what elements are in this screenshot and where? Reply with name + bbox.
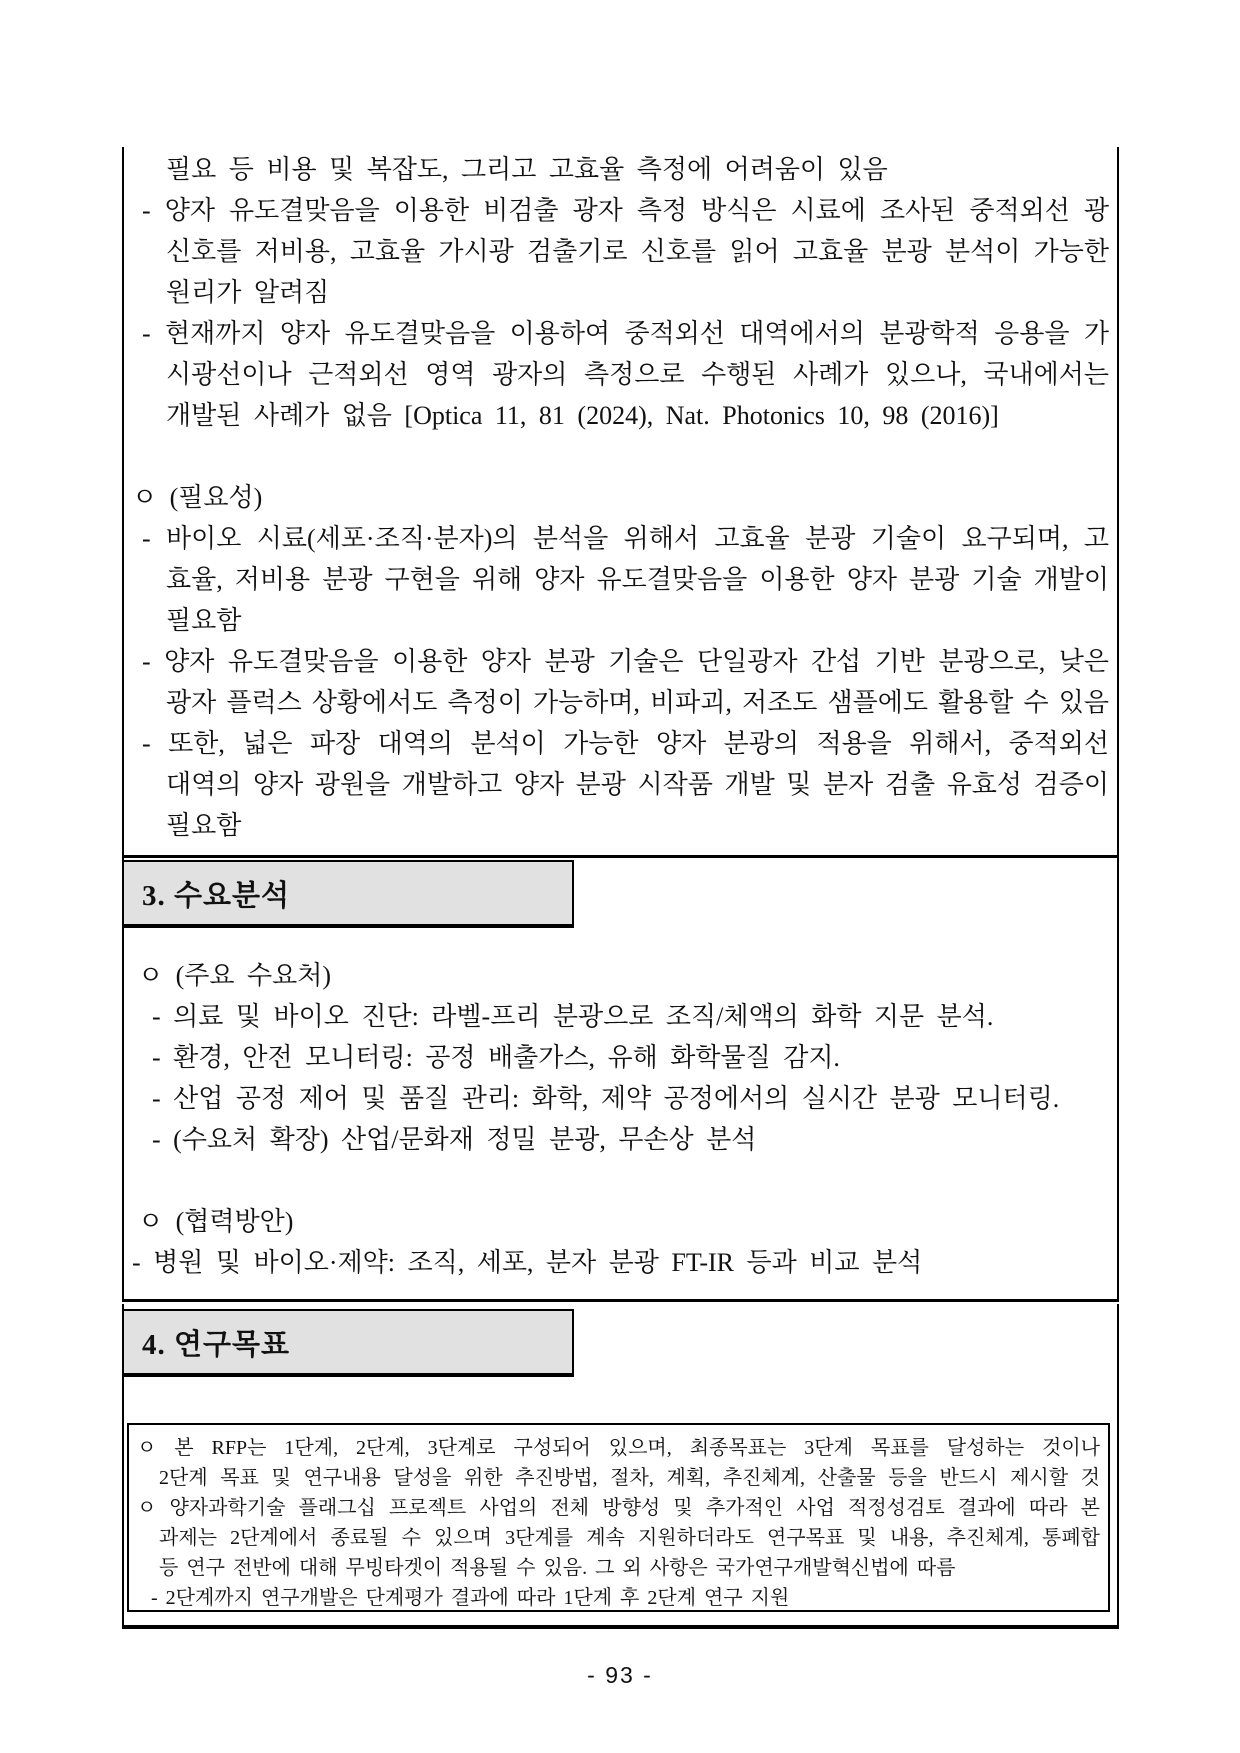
text-line: 대역의 양자 광원을 개발하고 양자 분광 시작품 개발 및 분자 검출 유효성 검증이	[166, 770, 1109, 799]
text-line: - 또한, 넓은 파장 대역의 분석이 가능한 양자 분광의 적용을 위해서, 중적외선	[142, 729, 1109, 758]
text-line: 시광선이나 근적외선 영역 광자의 측정으로 수행된 사례가 있으나, 국내에서는	[166, 360, 1109, 389]
text-line: 필요함	[166, 811, 242, 840]
notice-line: - 2단계까지 연구개발은 단계평가 결과에 따라 1단계 후 2단계 연구 지원	[151, 1587, 790, 1609]
text-line: 효율, 저비용 분광 구현을 위해 양자 유도결맞음을 이용한 양자 분광 기술 개발이	[166, 565, 1109, 594]
notice-line: 과제는 2단계에서 종료될 수 있으며 3단계를 계속 지원하더라도 연구목표 및 내용, 추진체계, 통폐합	[159, 1527, 1100, 1549]
section-2-content-box	[122, 147, 1119, 858]
notice-line: ㅇ 양자과학기술 플래그십 프로젝트 사업의 전체 방향성 및 추가적인 사업 적정성검토 결과에 따라 본	[137, 1497, 1100, 1519]
text-line: 원리가 알려짐	[166, 278, 330, 307]
text-line: 필요 등 비용 및 복잡도, 그리고 고효율 측정에 어려움이 있음	[166, 155, 888, 184]
notice-line: 등 연구 전반에 대해 무빙타겟이 적용될 수 있음. 그 외 사항은 국가연구개발혁신법에 따름	[159, 1557, 956, 1579]
section-2-lines	[124, 149, 1117, 846]
text-line: - 의료 및 바이오 진단: 라벨-프리 분광으로 조직/체액의 화학 지문 분석.	[152, 1002, 994, 1031]
text-line: - 양자 유도결맞음을 이용한 양자 분광 기술은 단일광자 간섭 기반 분광으로, 낮은	[142, 647, 1109, 676]
page-number: - 93 -	[587, 1662, 653, 1688]
bullet-line: ㅇ (필요성)	[132, 483, 263, 512]
text-line: - 현재까지 양자 유도결맞음을 이용하여 중적외선 대역에서의 분광학적 응용을 가	[142, 319, 1109, 348]
bullet-line: ㅇ (주요 수요처)	[138, 961, 332, 990]
section-3-header	[122, 860, 574, 928]
text-line: - 양자 유도결맞음을 이용한 비검출 광자 측정 방식은 시료에 조사된 중적외선 광	[142, 196, 1109, 225]
bullet-line: ㅇ (협력방안)	[138, 1207, 294, 1236]
text-line: 광자 플럭스 상황에서도 측정이 가능하며, 비파괴, 저조도 샘플에도 활용할 수 있음	[166, 688, 1109, 717]
text-line: - (수요처 확장) 산업/문화재 정밀 분광, 무손상 분석	[152, 1125, 757, 1154]
text-line: - 환경, 안전 모니터링: 공정 배출가스, 유해 화학물질 감지.	[152, 1043, 840, 1072]
text-line: 필요함	[166, 606, 242, 635]
blank-line	[124, 436, 1117, 477]
rfp-notice-box	[127, 1423, 1110, 1612]
section-3-lines	[124, 955, 1117, 1283]
section-3-title: 3. 수요분석	[142, 879, 291, 912]
section-4-box	[122, 1304, 1119, 1629]
text-line: - 바이오 시료(세포·조직·분자)의 분석을 위해서 고효율 분광 기술이 요구되며, 고	[142, 524, 1109, 553]
text-line: - 병원 및 바이오·제약: 조직, 세포, 분자 분광 FT-IR 등과 비교 분석	[132, 1248, 923, 1277]
notice-line: ㅇ 본 RFP는 1단계, 2단계, 3단계로 구성되어 있으며, 최종목표는 3단계 목표를 달성하는 것이나	[137, 1437, 1100, 1459]
notice-line: 2단계 목표 및 연구내용 달성을 위한 추진방법, 절차, 계획, 추진체계, 산출물 등을 반드시 제시할 것	[159, 1467, 1100, 1489]
citation-line: 개발된 사례가 없음 [Optica 11, 81 (2024), Nat. Photonics 10, 98 (2016)]	[166, 401, 999, 430]
blank-line	[124, 1160, 1117, 1201]
section-4-title: 4. 연구목표	[142, 1328, 291, 1361]
text-line: - 산업 공정 제어 및 품질 관리: 화학, 제약 공정에서의 실시간 분광 모니터링.	[152, 1084, 1060, 1113]
section-3-box	[122, 858, 1119, 1302]
section-4-header	[122, 1309, 574, 1377]
text-line: 신호를 저비용, 고효율 가시광 검출기로 신호를 읽어 고효율 분광 분석이 가능한	[166, 237, 1109, 266]
